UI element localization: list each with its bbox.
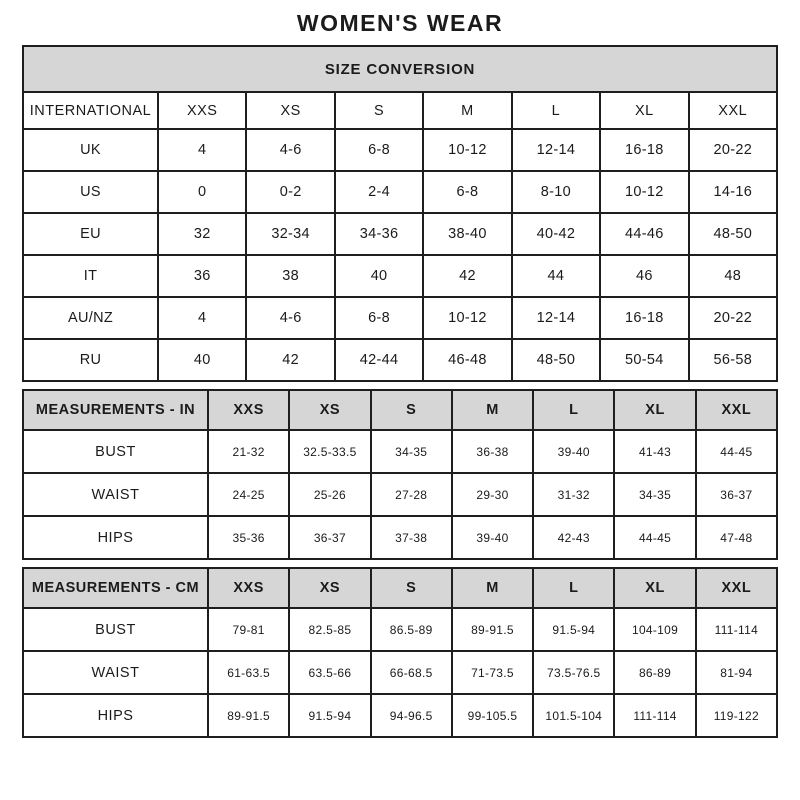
measurement-cell: 44-45 (696, 430, 777, 473)
measurement-cell: 37-38 (371, 516, 452, 559)
table-row (23, 46, 777, 92)
table-row (23, 608, 777, 651)
table-row (23, 568, 777, 608)
measurement-cell: 86-89 (614, 651, 695, 694)
column-header: M (452, 568, 533, 608)
measurement-cell: 89-91.5 (208, 694, 289, 737)
size-cell: 42 (246, 339, 334, 381)
size-cell: 20-22 (689, 297, 777, 339)
size-cell: 4 (158, 129, 246, 171)
table-row (23, 694, 777, 737)
measurement-cell: 36-38 (452, 430, 533, 473)
size-cell: 16-18 (600, 297, 688, 339)
column-header: XL (600, 92, 688, 129)
size-cell: 14-16 (689, 171, 777, 213)
measurement-cell: 89-91.5 (452, 608, 533, 651)
row-label: HIPS (23, 694, 208, 737)
size-cell: 48-50 (689, 213, 777, 255)
table-row (23, 297, 777, 339)
size-cell: 0-2 (246, 171, 334, 213)
measurement-cell: 111-114 (696, 608, 777, 651)
measurement-cell: 32.5-33.5 (289, 430, 370, 473)
measurements-in-table (22, 389, 778, 560)
measurement-cell: 47-48 (696, 516, 777, 559)
column-header: XL (614, 390, 695, 430)
measurement-cell: 81-94 (696, 651, 777, 694)
column-header: XS (289, 390, 370, 430)
row-label: RU (23, 339, 158, 381)
measurement-cell: 91.5-94 (289, 694, 370, 737)
measurement-cell: 91.5-94 (533, 608, 614, 651)
size-cell: 0 (158, 171, 246, 213)
table-row (23, 255, 777, 297)
table-row (23, 430, 777, 473)
measurement-cell: 104-109 (614, 608, 695, 651)
row-label: WAIST (23, 473, 208, 516)
table-row (23, 651, 777, 694)
size-cell: 6-8 (335, 129, 423, 171)
size-cell: 10-12 (600, 171, 688, 213)
size-cell: 40-42 (512, 213, 600, 255)
measurement-cell: 66-68.5 (371, 651, 452, 694)
size-cell: 48 (689, 255, 777, 297)
column-header: S (335, 92, 423, 129)
size-cell: 46-48 (423, 339, 511, 381)
measurement-cell: 99-105.5 (452, 694, 533, 737)
column-header: M (423, 92, 511, 129)
size-cell: 50-54 (600, 339, 688, 381)
column-header: S (371, 568, 452, 608)
size-cell: 42-44 (335, 339, 423, 381)
measurement-cell: 44-45 (614, 516, 695, 559)
table-row (23, 516, 777, 559)
column-header: XS (289, 568, 370, 608)
size-conversion-title: SIZE CONVERSION (23, 46, 777, 92)
size-cell: 38 (246, 255, 334, 297)
column-header: L (533, 568, 614, 608)
measurement-cell: 61-63.5 (208, 651, 289, 694)
size-cell: 56-58 (689, 339, 777, 381)
size-cell: 38-40 (423, 213, 511, 255)
size-cell: 6-8 (423, 171, 511, 213)
column-header: XL (614, 568, 695, 608)
column-header: XXS (208, 568, 289, 608)
measurement-cell: 94-96.5 (371, 694, 452, 737)
measurement-cell: 29-30 (452, 473, 533, 516)
size-cell: 34-36 (335, 213, 423, 255)
measurement-cell: 101.5-104 (533, 694, 614, 737)
table-row (23, 473, 777, 516)
column-header: XS (246, 92, 334, 129)
measurements-cm-title: MEASUREMENTS - CM (23, 568, 208, 608)
size-cell: 42 (423, 255, 511, 297)
measurement-cell: 34-35 (371, 430, 452, 473)
measurement-cell: 36-37 (696, 473, 777, 516)
size-cell: 4-6 (246, 297, 334, 339)
size-cell: 2-4 (335, 171, 423, 213)
column-header: XXS (158, 92, 246, 129)
size-cell: 32 (158, 213, 246, 255)
measurement-cell: 82.5-85 (289, 608, 370, 651)
size-cell: 44-46 (600, 213, 688, 255)
row-label: US (23, 171, 158, 213)
column-header: L (533, 390, 614, 430)
measurement-cell: 39-40 (533, 430, 614, 473)
row-label: IT (23, 255, 158, 297)
row-label: EU (23, 213, 158, 255)
size-cell: 46 (600, 255, 688, 297)
measurement-cell: 86.5-89 (371, 608, 452, 651)
table-row (23, 129, 777, 171)
size-cell: 48-50 (512, 339, 600, 381)
column-header: XXL (696, 568, 777, 608)
size-cell: 32-34 (246, 213, 334, 255)
measurements-in-title: MEASUREMENTS - IN (23, 390, 208, 430)
column-header: XXL (689, 92, 777, 129)
size-cell: 16-18 (600, 129, 688, 171)
measurement-cell: 31-32 (533, 473, 614, 516)
size-conversion-table (22, 45, 778, 382)
size-cell: 6-8 (335, 297, 423, 339)
table-row (23, 171, 777, 213)
measurement-cell: 25-26 (289, 473, 370, 516)
size-cell: 40 (158, 339, 246, 381)
size-cell: 10-12 (423, 129, 511, 171)
size-cell: 20-22 (689, 129, 777, 171)
size-cell: 40 (335, 255, 423, 297)
measurement-cell: 21-32 (208, 430, 289, 473)
measurement-cell: 119-122 (696, 694, 777, 737)
size-cell: 4 (158, 297, 246, 339)
measurement-cell: 36-37 (289, 516, 370, 559)
measurement-cell: 73.5-76.5 (533, 651, 614, 694)
column-header: S (371, 390, 452, 430)
measurement-cell: 71-73.5 (452, 651, 533, 694)
column-header: INTERNATIONAL (23, 92, 158, 129)
measurement-cell: 39-40 (452, 516, 533, 559)
table-row (23, 339, 777, 381)
page-title: WOMEN'S WEAR (296, 10, 504, 36)
row-label: AU/NZ (23, 297, 158, 339)
measurement-cell: 34-35 (614, 473, 695, 516)
row-label: BUST (23, 430, 208, 473)
column-header: XXS (208, 390, 289, 430)
measurement-cell: 41-43 (614, 430, 695, 473)
measurements-cm-table (22, 567, 778, 738)
row-label: HIPS (23, 516, 208, 559)
table-row (23, 92, 777, 129)
size-cell: 4-6 (246, 129, 334, 171)
table-row (23, 213, 777, 255)
row-label: BUST (23, 608, 208, 651)
size-cell: 44 (512, 255, 600, 297)
row-label: UK (23, 129, 158, 171)
size-cell: 8-10 (512, 171, 600, 213)
measurement-cell: 42-43 (533, 516, 614, 559)
column-header: M (452, 390, 533, 430)
measurement-cell: 111-114 (614, 694, 695, 737)
size-cell: 12-14 (512, 129, 600, 171)
measurement-cell: 63.5-66 (289, 651, 370, 694)
size-cell: 10-12 (423, 297, 511, 339)
table-row (23, 390, 777, 430)
size-cell: 36 (158, 255, 246, 297)
size-cell: 12-14 (512, 297, 600, 339)
measurement-cell: 79-81 (208, 608, 289, 651)
row-label: WAIST (23, 651, 208, 694)
measurement-cell: 35-36 (208, 516, 289, 559)
column-header: XXL (696, 390, 777, 430)
measurement-cell: 27-28 (371, 473, 452, 516)
measurement-cell: 24-25 (208, 473, 289, 516)
column-header: L (512, 92, 600, 129)
